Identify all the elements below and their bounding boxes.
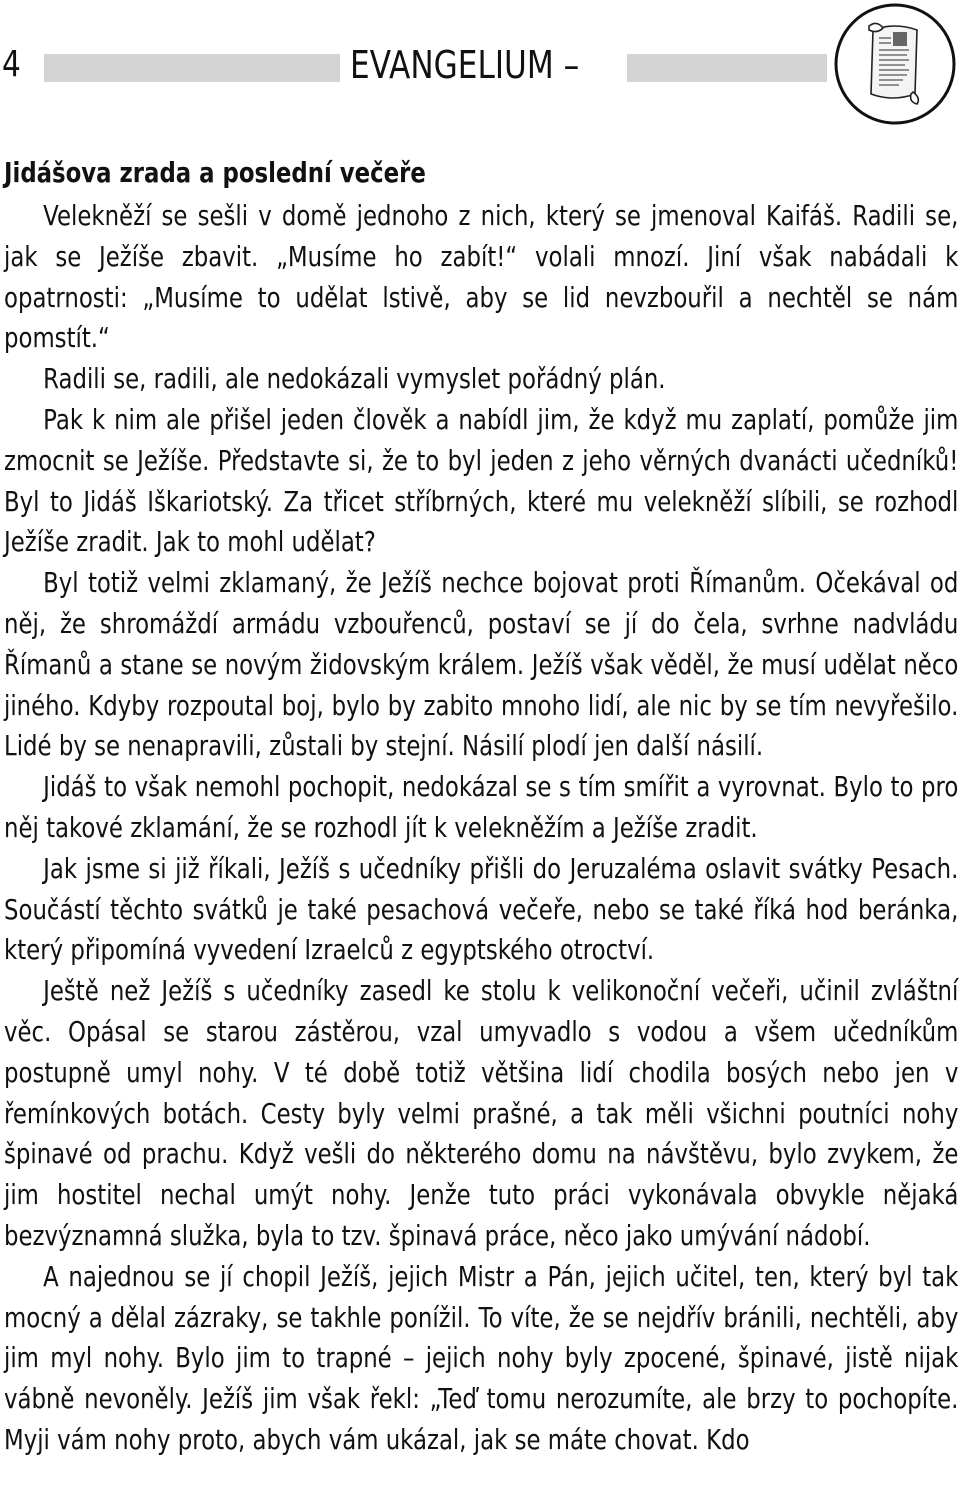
paragraph: Jak jsme si již říkali, Ježíš s učedníky přišli do Jeruzaléma oslavit svátky Pesach. Součástí těchto svátků je také pesachová večeře, nebo se také říká hod beránka, který připomíná vyvedení Izraelců z egyptského otroctví. [4, 851, 959, 967]
page-number: 4 [2, 44, 21, 85]
page-header [0, 0, 960, 130]
paragraph: Velekněží se sešli v domě jednoho z nich, který se jmenoval Kaifáš. Radili se, jak se Ježíše zbavit. „Musíme ho zabít!“ volali mnozí. Jiní však nabádali k opatrnosti: „Musíme to udělat lstivě, aby se lid nevzbouřil a nechtěl se nám pomstít.“ [4, 199, 959, 355]
paragraph: Radili se, radili, ale nedokázali vymyslet pořádný plán. [43, 362, 666, 396]
chapter-content [4, 150, 958, 1461]
scroll-emblem-icon [833, 2, 957, 126]
paragraph: Pak k nim ale přišel jeden člověk a nabídl jim, že když mu zaplatí, pomůže jim zmocnit se Ježíše. Představte si, že to byl jeden z jeho věrných dvanácti učedníků! Byl to Jidáš Iškariotský. Za třicet stříbrných, které mu velekněží slíbili, se rozhodl Ježíše zradit. Jak to mohl udělat? [4, 402, 959, 559]
paragraph: Ještě než Ježíš s učedníky zasedl ke stolu k velikonoční večeři, učinil zvláštní věc. Opásal se starou zástěrou, vzal umyvadlo s vodou a všem učedníkům postupně umyl nohy. V té době totiž většina lidí chodila bosých nebo jen v řemínkových botách. Cesty byly velmi prašné, a tak měli všichni poutníci nohy špinavé od prachu. Když vešli do některého domu na návštěvu, bylo zvykem, že jim hostitel nechal umýt nohy. Jenže tuto práci vykonávala obvykle nějaká bezvýznamná služka, byla to tzv. špinavá práce, něco jako umývání nádobí. [4, 974, 959, 1252]
header-divider-bar-right [627, 54, 827, 82]
paragraph: Jidáš to však nemohl pochopit, nedokázal se s tím smířit a vyrovnat. Bylo to pro něj takové zklamání, že se rozhodl jít k velekněžím a Ježíše zradit. [4, 770, 959, 844]
chapter-heading: Jidášova zrada a poslední večeře [4, 156, 426, 189]
paragraph: A najednou se jí chopil Ježíš, jejich Mistr a Pán, jejich učitel, ten, který byl tak mocný a dělal zázraky, se takhle ponížil. To víte, že se nejdřív bránili, nechtěli, aby jim myl nohy. Bylo jim to trapné – jejich nohy byly zpocené, špinavé, jistě nijak vábně nevoněly. Ježíš jim však řekl: „Teď tomu nerozumíte, ale brzy to pochopíte. Myji vám nohy proto, abych vám ukázal, jak se máte chovat. Kdo [4, 1259, 959, 1456]
paragraph: Byl totiž velmi zklamaný, že Ježíš nechce bojovat proti Římanům. Očekával od něj, že shromáždí armádu vzbouřenců, postaví se jí do čela, svrhne nadvládu Římanů a stane se novým židovským králem. Ježíš však věděl, že musí udělat něco jiného. Kdyby rozpoutal boj, bylo by zabito mnoho lidí, ale nic by se tím nevyřešilo. Lidé by se nenapravili, zůstali by stejní. Násilí plodí jen další násilí. [4, 566, 959, 763]
section-title: EVANGELIUM – [350, 43, 580, 87]
header-divider-bar-left [44, 54, 340, 82]
